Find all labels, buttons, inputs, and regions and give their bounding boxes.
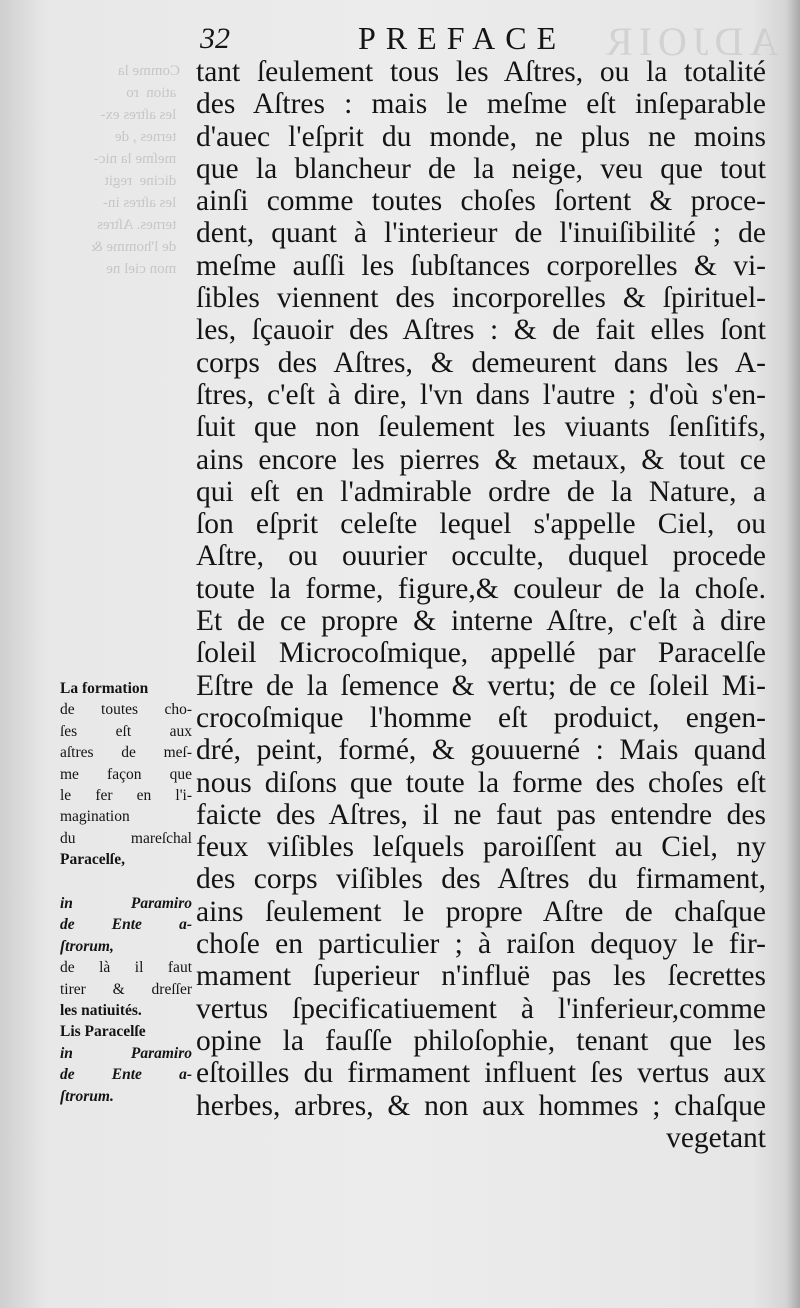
text-line: que la blancheur de la neige, veu que tout (196, 152, 766, 185)
text-line: dent, quant à l'interieur de l'inuiſibilité ; de (196, 217, 766, 250)
text-line: opine la fauſſe philoſophie, tenant que les (196, 1024, 766, 1057)
text-line: Aſtre, ou ouurier occulte, duquel procede (196, 540, 766, 573)
show-through-ink: ADJOIR (600, 19, 779, 64)
text-line: toute la forme, figure,& couleur de la choſe. (196, 572, 766, 605)
text-line: nous diſons que toute la forme des choſes eſt (196, 766, 766, 799)
text-line: les, ſçauoir des Aſtres : & de fait elles ſont (196, 314, 766, 347)
note-line: Lis Paracelſe (60, 1023, 146, 1041)
note-line: La formation (60, 680, 149, 697)
page-header (0, 20, 800, 60)
text-line: dré, peint, formé, & gouuerné : Mais quand (196, 734, 766, 767)
note-line: magination (60, 808, 130, 826)
note-line: ſtrorum. (60, 1087, 114, 1105)
note-line: de toutes cho- (60, 701, 192, 719)
page-number: 32 (200, 22, 230, 55)
text-line: feux viſibles leſquels paroiſſent au Ciel, ny (196, 831, 766, 864)
note-line: Paracelſe, (60, 851, 125, 869)
text-line: choſe en particulier ; à raiſon dequoy le fir- (196, 928, 766, 961)
text-line: qui eſt en l'admirable ordre de la Nature, a (196, 475, 766, 508)
text-line: ainſi comme toutes choſes ſortent & proce- (196, 185, 766, 218)
text-line: ſtres, c'eſt à dire, l'vn dans l'autre ; d'où s'en- (196, 378, 766, 411)
note-line: du mareſchal (60, 829, 192, 847)
note-line: les natiuités. (60, 1001, 142, 1019)
text-line: ſoleil Microcoſmique, appellé par Paracelſe (196, 637, 766, 670)
text-line: vertus ſpecificatiuement à l'inferieur,comme (196, 992, 766, 1025)
text-line: eſtoilles du firmament influent ſes vertus aux (196, 1057, 766, 1090)
text-line: ſon eſprit celeſte lequel s'appelle Ciel, ou (196, 508, 766, 541)
page-edge-shadow (786, 0, 800, 1308)
text-line: ſuit que non ſeulement les viuants ſenſitifs, (196, 411, 766, 444)
text-line: meſme auſſi les ſubſtances corporelles & vi- (196, 249, 766, 282)
margin-note (60, 678, 192, 871)
note-line: in Paramiro (60, 1044, 192, 1062)
text-line: ains ſeulement le propre Aſtre de chaſque (196, 895, 766, 928)
show-through-ink: Comme la ation ro les aſtres ex- ternes , de meſme la nic- dicine regit les aſtres in- ternes. Aſtres de l'homme & mon ciel ne (91, 63, 180, 277)
text-line: Eſtre de la ſemence & vertu; de ce ſoleil Mi- (196, 669, 766, 702)
text-line: crocoſmique l'homme eſt produict, engen- (196, 701, 766, 734)
text-line: Et de ce propre & interne Aſtre, c'eſt à dire (196, 605, 766, 638)
text-line: tant ſeulement tous les Aſtres, ou la totalité (196, 56, 766, 88)
text-line: des corps viſibles des Aſtres du firmament, (196, 863, 766, 896)
note-line: de Ente a- (60, 1066, 192, 1084)
text-line: ains encore les pierres & metaux, & tout ce (196, 443, 766, 476)
text-line: corps des Aſtres, & demeurent dans les A- (196, 346, 766, 379)
text-line: faicte des Aſtres, il ne faut pas entendre des (196, 798, 766, 831)
note-line: in Paramiro (60, 895, 192, 912)
text-line: mament ſuperieur n'influë pas les ſecrettes (196, 960, 766, 993)
note-line: de Ente a- (60, 916, 192, 934)
text-line: ſibles viennent des incorporelles & ſpirituel- (196, 282, 766, 315)
text-line: herbes, arbres, & non aux hommes ; chaſque (196, 1089, 766, 1122)
note-line: le fer en l'i- (60, 786, 192, 804)
note-line: me façon que (60, 765, 192, 783)
note-line: tirer & dreſſer (60, 980, 192, 998)
body-text (196, 56, 766, 1154)
note-line: ſtrorum, (60, 937, 114, 955)
note-line: de là il faut (60, 959, 192, 977)
note-line: aſtres de meſ- (60, 744, 192, 762)
running-title: PREFACE (358, 20, 567, 56)
text-line: d'auec l'eſprit du monde, ne plus ne moins (196, 120, 766, 153)
margin-note (60, 893, 192, 1107)
text-line: des Aſtres : mais le meſme eſt inſeparable (196, 88, 766, 121)
catchword: vegetant (666, 1121, 766, 1154)
note-line: ſes eſt aux (60, 722, 192, 740)
